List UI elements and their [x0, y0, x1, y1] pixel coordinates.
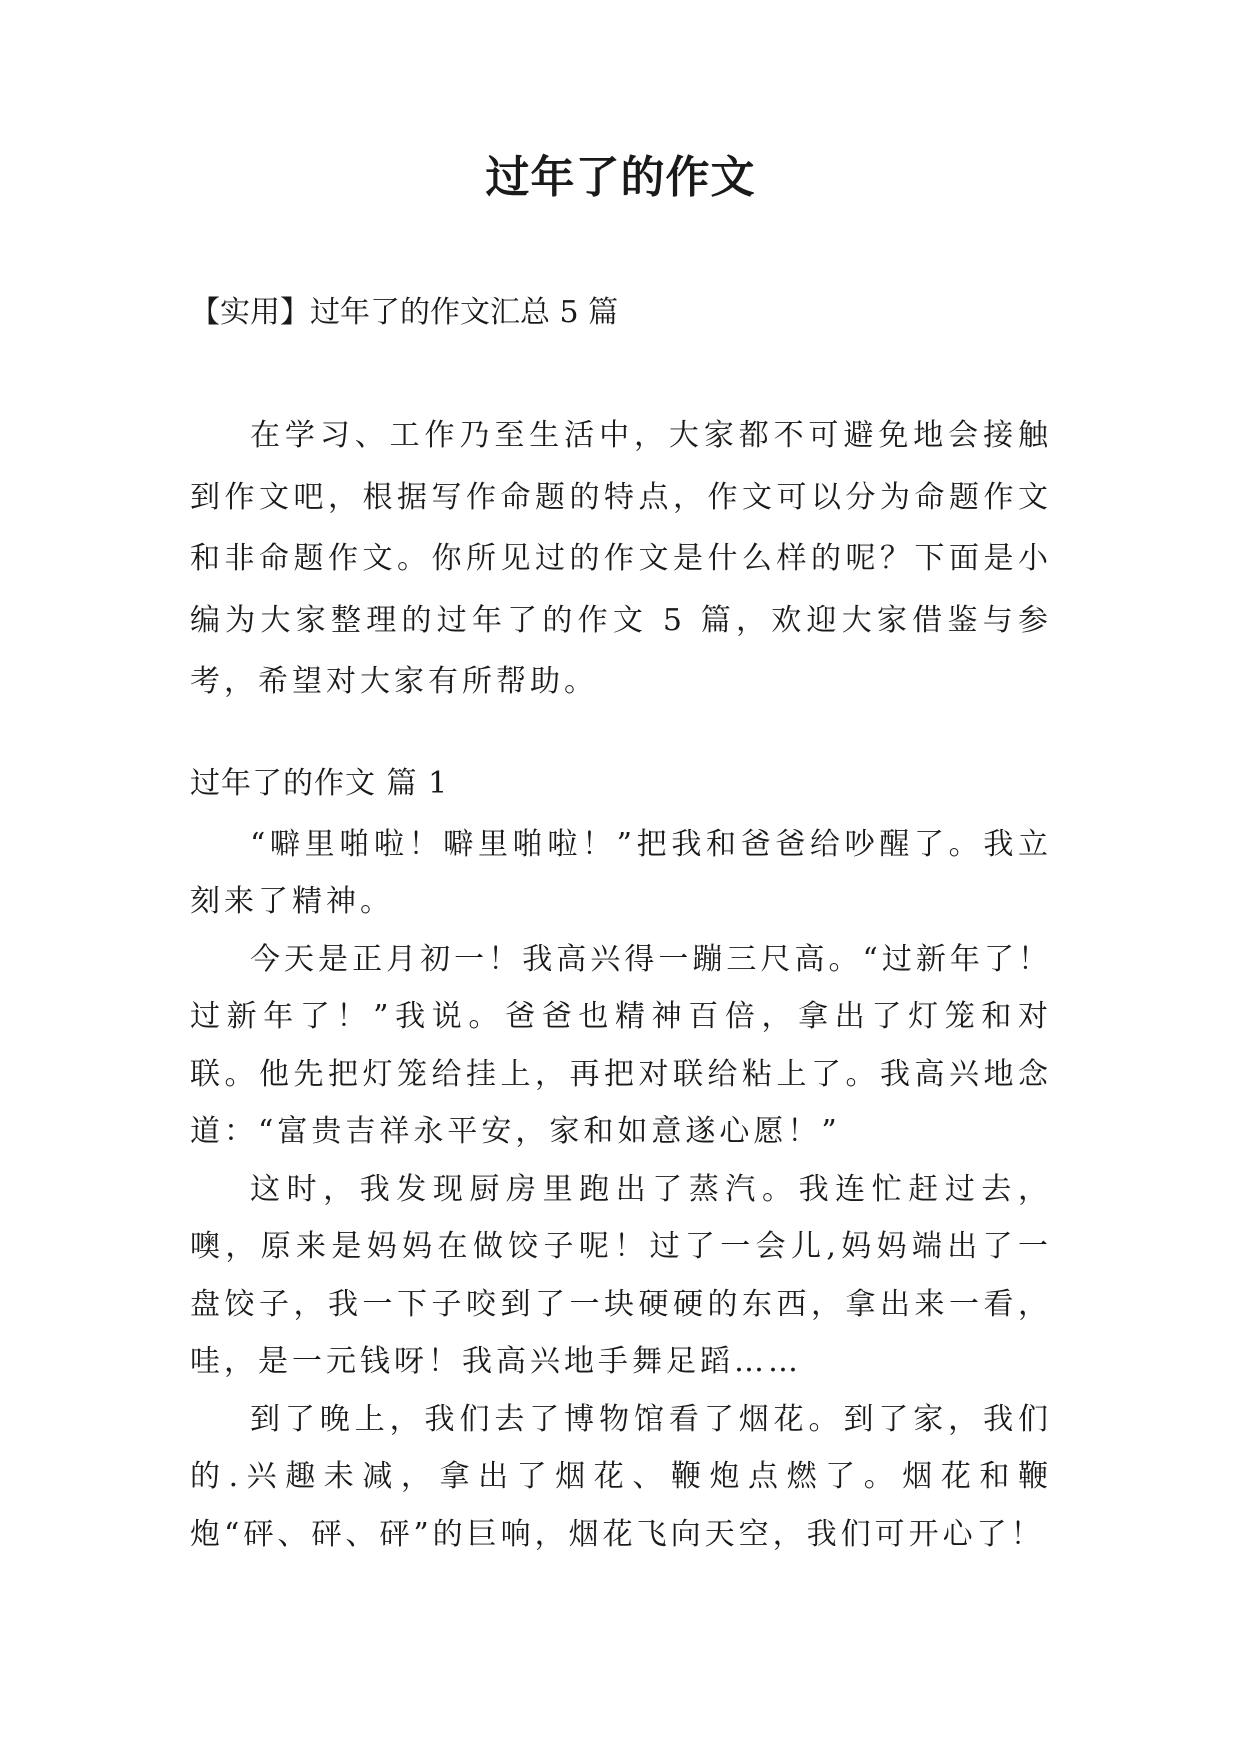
essay-paragraph-4: 到了晚上，我们去了博物馆看了烟花。到了家，我们的.兴趣未减，拿出了烟花、鞭炮点燃了。烟花和鞭炮“砰、砰、砰”的巨响，烟花飞向天空，我们可开心了！ — [190, 1401, 1052, 1552]
intro-paragraph: 在学习、工作乃至生活中，大家都不可避免地会接触到作文吧，根据写作命题的特点，作文可以分为命题作文和非命题作文。你所见过的作文是什么样的呢？下面是小编为大家整理的过年了的作文 5 篇，欢迎大家借鉴与参考，希望对大家有所帮助。 — [190, 418, 1052, 699]
intro-block — [190, 405, 1052, 713]
essay-paragraph-2: 今天是正月初一！我高兴得一蹦三尺高。“过新年了！过新年了！”我说。爸爸也精神百倍，拿出了灯笼和对联。他先把灯笼给挂上，再把对联给粘上了。我高兴地念道：“富贵吉祥永平安，家和如意遂心愿！” — [190, 941, 1052, 1149]
section-heading: 过年了的作文 篇 1 — [190, 766, 449, 801]
essay-section-1 — [190, 755, 1052, 1563]
essay-paragraph-1: “噼里啪啦！噼里啪啦！”把我和爸爸给吵醒了。我立刻来了精神。 — [190, 826, 1052, 919]
essay-paragraph-3: 这时，我发现厨房里跑出了蒸汽。我连忙赶过去，噢，原来是妈妈在做饺子呢！过了一会儿,妈妈端出了一盘饺子，我一下子咬到了一块硬硬的东西，拿出来一看，哇，是一元钱呀！我高兴地手舞足蹈…… — [190, 1171, 1052, 1379]
document-subtitle: 【实用】过年了的作文汇总 5 篇 — [190, 295, 619, 330]
document-title: 过年了的作文 — [485, 152, 756, 203]
